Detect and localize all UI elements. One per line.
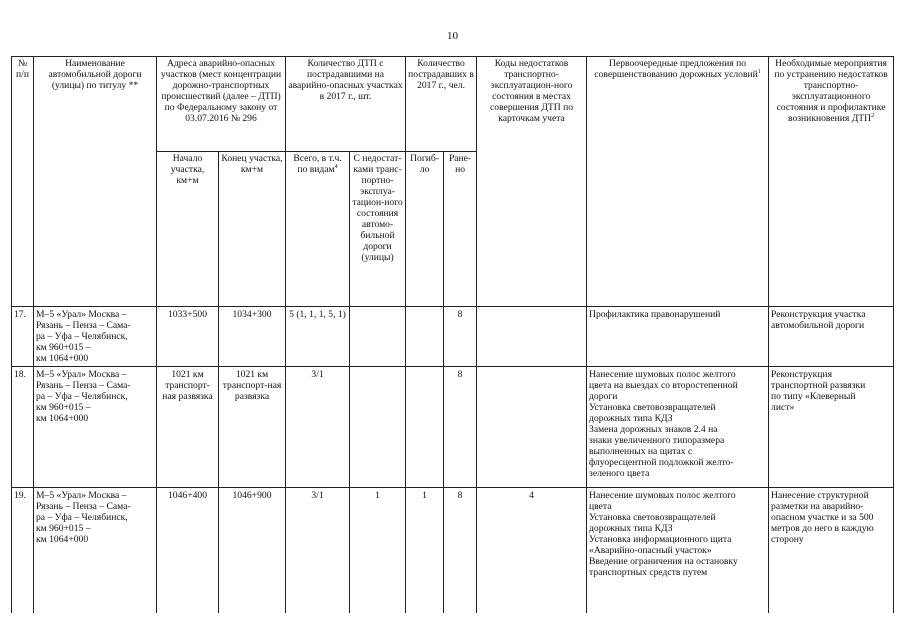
header-accidents-count: Количество ДТП с пострадавшими на аварийно-опасных участках в 2017 г., шт.: [286, 57, 406, 152]
row-with-def: 1: [350, 488, 406, 614]
page-number: 10: [447, 30, 458, 42]
header-num: № п/п: [12, 57, 34, 307]
row-injured: 8: [444, 367, 477, 488]
row-end: 1021 км транспорт-ная развязка: [219, 367, 286, 488]
row-proposals: Нанесение шумовых полос желтого цвета Установка световозвращателей дорожных типа КДЗ Установка информационного щита «Аварийно-опасный участок» Введение ограничения на остановку транспортных средств путем: [587, 488, 769, 614]
row-all: 5 (1, 1, 1, 5, 1): [286, 307, 350, 367]
row-proposals: Профилактика правонарушений: [587, 307, 769, 367]
row-with-def: [350, 367, 406, 488]
row-road: М–5 «Урал» Москва – Рязань – Пенза – Сама- ра – Уфа – Челябинск, км 960+015 – км 1064+000: [34, 488, 157, 614]
row-num: 19.: [12, 488, 34, 614]
row-num: 17.: [12, 307, 34, 367]
row-injured: 8: [444, 488, 477, 614]
table-row: [12, 367, 894, 488]
row-dead: [406, 307, 444, 367]
header-all-by-type: Всего, в т.ч. по видам$^4$: [286, 152, 350, 307]
header-with-deficiencies: С недостат-ками транс-портно-эксплуа-тацион-ного состояния автомо-бильной дороги (улицы): [350, 152, 406, 307]
row-road: М–5 «Урал» Москва – Рязань – Пенза – Сама- ра – Уфа – Челябинск, км 960+015 – км 1064+000: [34, 367, 157, 488]
header-victims: Количество пострадавших в 2017 г., чел.: [406, 57, 477, 152]
header-start: Начало участка, км+м: [157, 152, 219, 307]
row-proposals: Нанесение шумовых полос желтого цвета на выездах со второстепенной дороги Установка световозвращателей дорожных типа КДЗ Замена дорожных знаков 2.4 на знаки увеличенного типоразмера выполненных на щитах с флуоресцентной подложкой желто- зеленого цвета: [587, 367, 769, 488]
row-end: 1034+300: [219, 307, 286, 367]
row-road: М–5 «Урал» Москва – Рязань – Пенза – Сама- ра – Уфа – Челябинск, км 960+015 – км 1064+000: [34, 307, 157, 367]
row-dead: 1: [406, 488, 444, 614]
accident-sites-table: [11, 56, 894, 613]
row-end: 1046+900: [219, 488, 286, 614]
row-dead: [406, 367, 444, 488]
header-codes: Коды недостатков транспортно-эксплуатацион-ного состояния в местах совершения ДТП по карточкам учета: [477, 57, 587, 307]
header-proposals: Первоочередные предложения по совершенствованию дорожных условий$^1$: [587, 57, 769, 307]
header-end: Конец участка, км+м: [219, 152, 286, 307]
header-dead: Погиб-ло: [406, 152, 444, 307]
row-num: 18.: [12, 367, 34, 488]
row-codes: [477, 307, 587, 367]
row-with-def: [350, 307, 406, 367]
header-measures: Необходимые мероприятия по устранению недостатков транспортно-эксплуатационного состояния и профилактике возникновения ДТП$^2$: [769, 57, 894, 307]
header-injured: Ране-но: [444, 152, 477, 307]
row-all: 3/1: [286, 367, 350, 488]
row-codes: 4: [477, 488, 587, 614]
row-all: 3/1: [286, 488, 350, 614]
row-start: 1046+400: [157, 488, 219, 614]
header-addresses: Адреса аварийно-опасных участков (мест концентрации дорожно-транспортных происшествий (далее – ДТП) по Федеральному закону от 03.07.2016 № 296: [157, 57, 286, 152]
table-row: [12, 488, 894, 614]
row-injured: 8: [444, 307, 477, 367]
row-measures: Нанесение структурной разметки на аварийно- опасном участке и за 500 метров до него в каждую сторону: [769, 488, 894, 614]
row-measures: Реконструкция транспортной развязки по типу «Клеверный лист»: [769, 367, 894, 488]
row-measures: Реконструкция участка автомобильной дороги: [769, 307, 894, 367]
header-road-name: Наименование автомобильной дороги (улицы) по титулу **: [34, 57, 157, 307]
row-start: 1021 км транспорт-ная развязка: [157, 367, 219, 488]
table-row: [12, 307, 894, 367]
row-start: 1033+500: [157, 307, 219, 367]
row-codes: [477, 367, 587, 488]
